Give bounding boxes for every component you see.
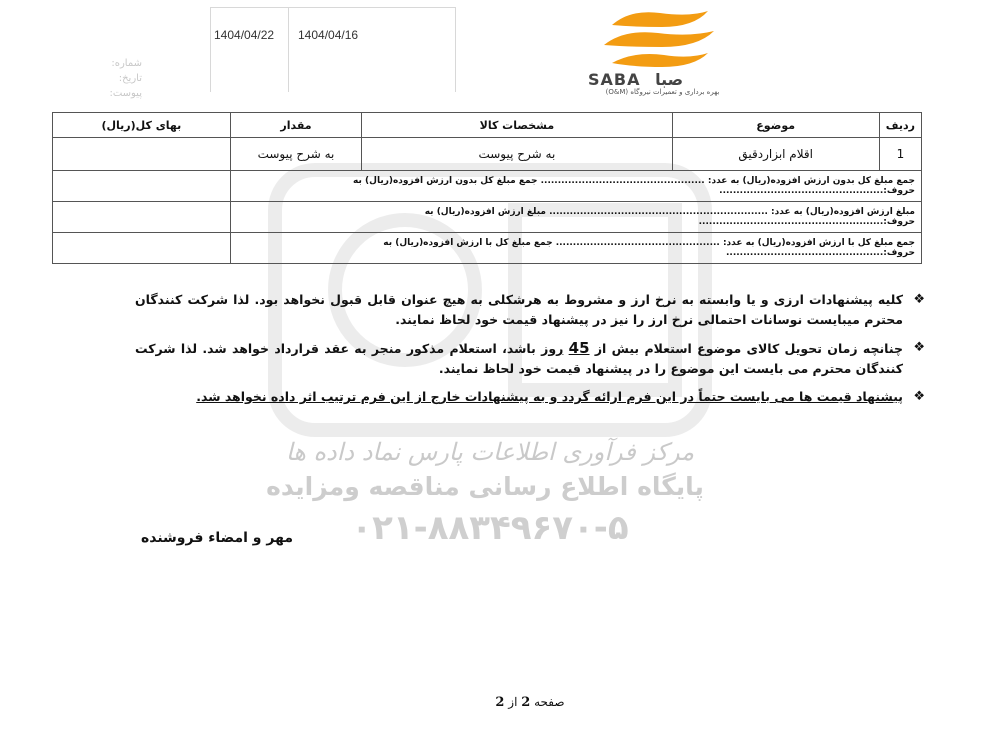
price-table xyxy=(52,112,922,264)
summary-with-vat-value[interactable] xyxy=(53,233,231,264)
watermark-line-1: مرکز فرآوری اطلاعات پارس نماد داده ها xyxy=(285,438,695,466)
attachment-label: پیوست: xyxy=(109,88,142,99)
header-row-no: ردیف xyxy=(879,113,921,138)
brand-wordmark xyxy=(588,70,733,89)
summary-vat-text[interactable]: مبلغ ارزش افزوده(ریال) به عدد: ................................................................ مبلغ ارزش افزوده(ریال) به حروف:...................................................... xyxy=(230,202,921,233)
table-header-row xyxy=(53,113,922,138)
note-1-text: کلیه پیشنهادات ارزی و یا وابسته به نرخ ارز و مشروط به هرشکلی به هیچ عنوان قابل قبول نخواهد بود. لذا شرکت کنندگان محترم میبایست نوسانات احتمالی نرخ ارز را نیز در پیشنهاد قیمت خود لحاظ نمایند. xyxy=(135,292,903,327)
watermark-phone: ۰۲۱-۸۸۳۴۹۶۷۰-۵ xyxy=(351,508,629,548)
note-form xyxy=(135,387,925,407)
page-footer xyxy=(430,695,630,710)
summary-no-vat-value[interactable] xyxy=(53,171,231,202)
cell-total-price[interactable] xyxy=(53,138,231,171)
watermark-line-2: پایگاه اطلاع رسانی مناقصه ومزایده xyxy=(266,472,704,501)
note-currency xyxy=(135,290,925,330)
date-box-divider-middle xyxy=(288,7,289,92)
page-word: صفحه xyxy=(534,695,565,709)
table-row xyxy=(53,138,922,171)
page-number: 2 xyxy=(521,695,531,710)
cell-specs: به شرح پیوست xyxy=(362,138,672,171)
summary-vat-value[interactable] xyxy=(53,202,231,233)
header-qty: مقدار xyxy=(230,113,361,138)
bullet-icon: ❖ xyxy=(913,340,925,355)
notes-list xyxy=(135,290,925,415)
note-2-text-a: چنانچه زمان تحویل کالای موضوع استعلام بیش از xyxy=(594,341,903,356)
header-total-price: بهای کل(ریال) xyxy=(53,113,231,138)
date-box-divider-right xyxy=(455,7,456,92)
summary-no-vat-text[interactable]: جمع مبلغ کل بدون ارزش افزوده(ریال) به عدد: ................................................ جمع مبلغ کل بدون ارزش افزوده(ریال) به حروف:................................................ xyxy=(230,171,921,202)
page-total: 2 xyxy=(495,695,505,710)
note-3-text: پیشنهاد قیمت ها می بایست حتماً در این فرم ارائه گردد و به پیشنهادات خارج از این فرم ترتیب اثر داده نخواهد شد. xyxy=(196,389,903,404)
cell-qty: به شرح پیوست xyxy=(230,138,361,171)
of-word: از xyxy=(508,695,518,709)
date-2: 1404/04/16 xyxy=(298,28,359,42)
date-1: 1404/04/22 xyxy=(214,28,275,42)
bullet-icon: ❖ xyxy=(913,389,925,404)
date-label: تاریخ: xyxy=(118,73,142,84)
header-subject: موضوع xyxy=(672,113,879,138)
summary-row-no-vat xyxy=(53,171,922,202)
brand-latin: SABA xyxy=(588,70,641,89)
note-delivery xyxy=(135,338,925,379)
brand-subtitle: بهره برداری و تعمیرات نیروگاه (O&M) xyxy=(605,88,720,96)
delivery-days-unit: روز xyxy=(541,341,564,356)
delivery-days: 45 xyxy=(568,339,590,357)
bullet-icon: ❖ xyxy=(913,292,925,307)
summary-row-vat xyxy=(53,202,922,233)
cell-subject: اقلام ابزاردقیق xyxy=(672,138,879,171)
summary-with-vat-text[interactable]: جمع مبلغ کل با ارزش افزوده(ریال) به عدد: ................................................ جمع مبلغ کل با ارزش افزوده(ریال) به حروف:.............................................. xyxy=(230,233,921,264)
header-specs: مشخصات کالا xyxy=(362,113,672,138)
brand-persian: صبا xyxy=(655,70,684,89)
summary-row-with-vat xyxy=(53,233,922,264)
seller-signature-label: مهر و امضاء فروشنده xyxy=(140,530,293,546)
number-label: شماره: xyxy=(111,58,142,69)
note-2-text-b: باشد، استعلام مذکور منجر به عقد قرارداد خواهد شد. لذا شرکت کنندگان محترم می بایست این موضوع را در پیشنهاد قیمت خود لحاظ نمایند. xyxy=(135,341,903,376)
date-box-top-border xyxy=(210,7,455,8)
date-box-divider-left xyxy=(210,7,211,92)
cell-row-no: 1 xyxy=(879,138,921,171)
